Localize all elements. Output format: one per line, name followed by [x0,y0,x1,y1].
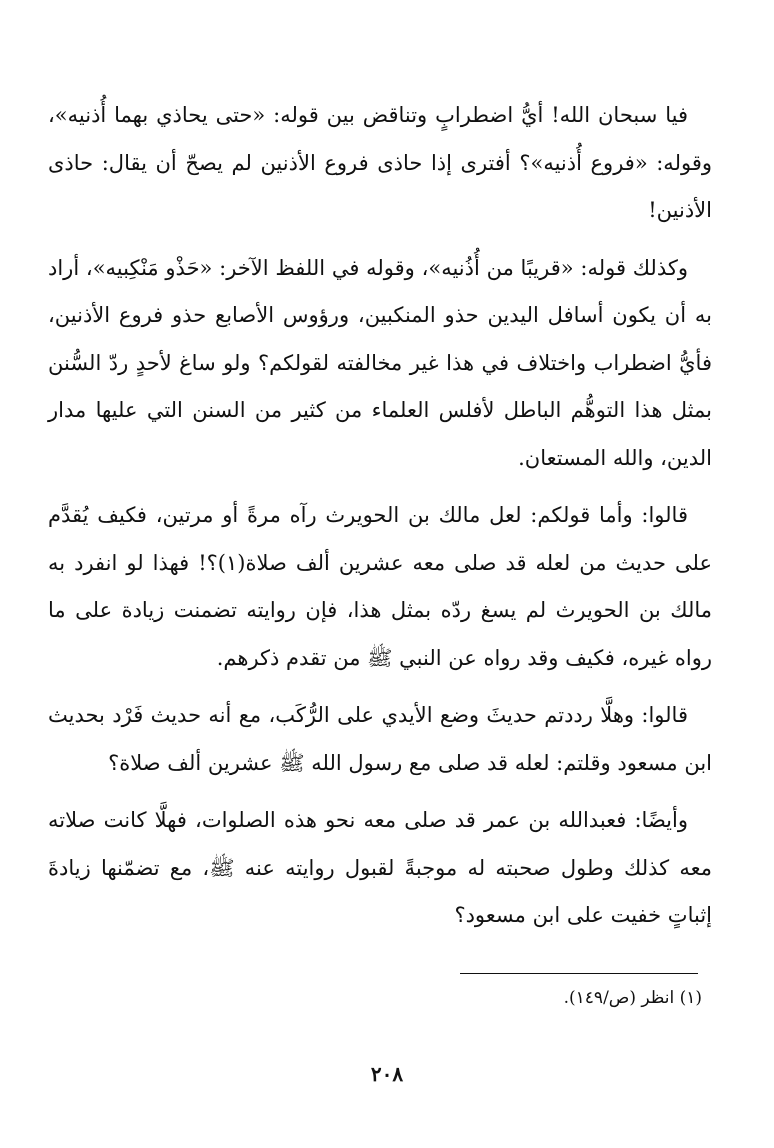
page-number: ٢٠٨ [370,1062,404,1086]
main-text [48,92,712,950]
paragraph-1: فيا سبحان الله! أيُّ اضطرابٍ وتناقض بين قوله: «حتى يحاذي بهما أُذنيه»، وقوله: «فروع أُذنيه»؟ أفترى إذا حاذى فروع الأذنين لم يصحّ أن يقال: حاذى الأذنين! [48,103,712,222]
footnote: (١) انظر (ص/١٤٩). [563,988,702,1008]
paragraph-4: قالوا: وهلَّا رددتم حديثَ وضع الأيدي على الرُّكَب، مع أنه حديث فَرْد بحديث ابن مسعود وقلتم: لعله قد صلى مع رسول الله ﷺ عشرين ألف صلاة؟ [48,703,712,775]
paragraph-5: وأيضًا: فعبدالله بن عمر قد صلى معه نحو هذه الصلوات، فهلَّا كانت صلاته معه كذلك وطول صحبته له موجبةً لقبول روايته عنه ﷺ، مع تضمّنها زيادةَ إثباتٍ خفيت على ابن مسعود؟ [48,808,712,927]
paragraph-2: وكذلك قوله: «قريبًا من أُذُنيه»، وقوله في اللفظ الآخر: «حَذْو مَنْكِبيه»، أراد به أن يكون أسافل اليدين حذو المنكبين، ورؤوس الأصابع حذو فروع الأذنين، فأيُّ اضطراب واختلاف في هذا غير مخالفته لقولكم؟ ولو ساغ لأحدٍ ردّ السُّنن بمثل هذا التوهُّم الباطل لأفلس العلماء من كثير من السنن التي عليها مدار الدين، والله المستعان. [48,255,712,470]
paragraph-3: قالوا: وأما قولكم: لعل مالك بن الحويرث رآه مرةً أو مرتين، فكيف يُقدَّم على حديث من لعله قد صلى معه عشرين ألف صلاة(١)؟! فهذا لو انفرد به مالك بن الحويرث لم يسغ ردّه بمثل هذا، فإن روايته تضمنت زيادة على ما رواه غيره، فكيف وقد رواه عن النبي ﷺ من تقدم ذكرهم. [48,503,712,670]
footnote-divider [460,973,698,974]
